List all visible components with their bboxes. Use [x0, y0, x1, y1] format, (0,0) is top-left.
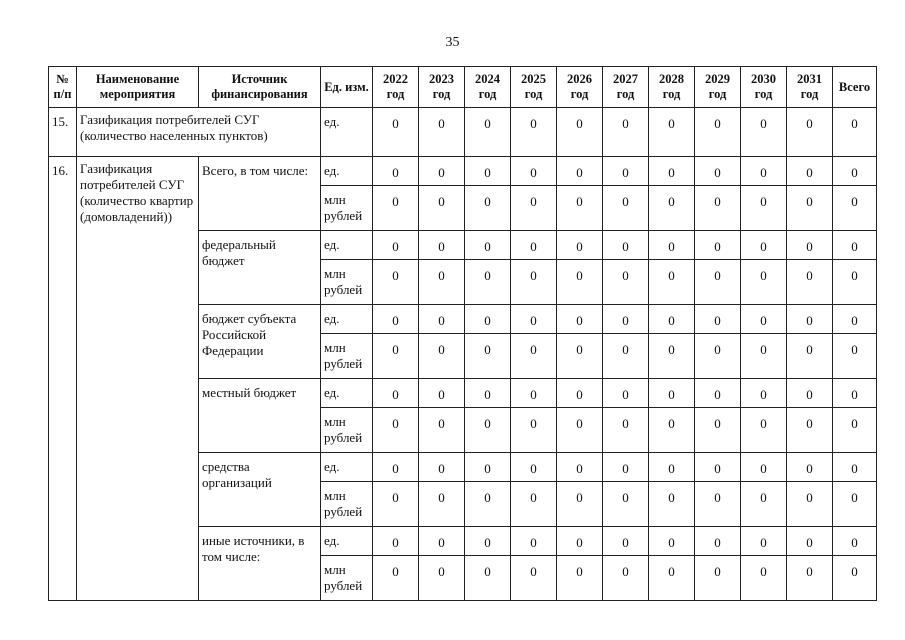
- header-year: 2028 год: [649, 67, 695, 108]
- value-cell: 0: [741, 379, 787, 408]
- unit-cell: млн рублей: [321, 334, 373, 379]
- value-cell: 0: [373, 408, 419, 453]
- value-cell: 0: [603, 108, 649, 157]
- value-cell: 0: [465, 186, 511, 231]
- value-cell: 0: [787, 556, 833, 601]
- value-cell: 0: [419, 556, 465, 601]
- value-cell: 0: [741, 408, 787, 453]
- value-cell: 0: [557, 260, 603, 305]
- value-cell: 0: [603, 379, 649, 408]
- value-cell: 0: [741, 305, 787, 334]
- value-cell: 0: [695, 157, 741, 186]
- header-num: № п/п: [49, 67, 77, 108]
- value-cell: 0: [603, 527, 649, 556]
- funding-source: федеральный бюджет: [199, 231, 321, 305]
- value-cell: 0: [373, 527, 419, 556]
- unit-cell: млн рублей: [321, 408, 373, 453]
- value-cell: 0: [695, 334, 741, 379]
- value-cell: 0: [419, 108, 465, 157]
- value-cell: 0: [373, 157, 419, 186]
- value-cell: 0: [649, 186, 695, 231]
- header-year: 2026 год: [557, 67, 603, 108]
- value-cell: 0: [557, 482, 603, 527]
- unit-cell: ед.: [321, 108, 373, 157]
- activity-name: Газификация потребителей СУГ (количество населенных пунктов): [77, 108, 321, 157]
- value-cell: 0: [557, 186, 603, 231]
- value-cell: 0: [465, 260, 511, 305]
- value-cell: 0: [557, 334, 603, 379]
- page-number: 35: [445, 35, 460, 50]
- value-cell: 0: [695, 260, 741, 305]
- funding-source: средства организаций: [199, 453, 321, 527]
- value-cell: 0: [695, 231, 741, 260]
- value-cell: 0: [465, 305, 511, 334]
- value-cell: 0: [833, 453, 877, 482]
- value-cell: 0: [741, 157, 787, 186]
- value-cell: 0: [741, 482, 787, 527]
- value-cell: 0: [833, 108, 877, 157]
- value-cell: 0: [603, 260, 649, 305]
- value-cell: 0: [465, 482, 511, 527]
- value-cell: 0: [419, 482, 465, 527]
- value-cell: 0: [373, 379, 419, 408]
- value-cell: 0: [603, 453, 649, 482]
- value-cell: 0: [649, 157, 695, 186]
- unit-cell: ед.: [321, 527, 373, 556]
- header-name: Наименование мероприятия: [77, 67, 199, 108]
- value-cell: 0: [649, 231, 695, 260]
- value-cell: 0: [833, 408, 877, 453]
- value-cell: 0: [557, 408, 603, 453]
- value-cell: 0: [787, 527, 833, 556]
- value-cell: 0: [465, 527, 511, 556]
- value-cell: 0: [465, 157, 511, 186]
- value-cell: 0: [511, 408, 557, 453]
- value-cell: 0: [557, 453, 603, 482]
- activity-name: Газификация потребителей СУГ (количество квартир (домовладений)): [77, 157, 199, 601]
- value-cell: 0: [741, 108, 787, 157]
- value-cell: 0: [557, 527, 603, 556]
- value-cell: 0: [419, 186, 465, 231]
- value-cell: 0: [695, 305, 741, 334]
- value-cell: 0: [419, 305, 465, 334]
- value-cell: 0: [833, 260, 877, 305]
- header-year: 2030 год: [741, 67, 787, 108]
- header-year: 2024 год: [465, 67, 511, 108]
- value-cell: 0: [511, 260, 557, 305]
- header-source: Источник финансирования: [199, 67, 321, 108]
- value-cell: 0: [787, 453, 833, 482]
- value-cell: 0: [787, 231, 833, 260]
- value-cell: 0: [649, 408, 695, 453]
- value-cell: 0: [465, 556, 511, 601]
- value-cell: 0: [741, 453, 787, 482]
- header-row: [49, 67, 877, 108]
- header-year: 2022 год: [373, 67, 419, 108]
- value-cell: 0: [373, 231, 419, 260]
- funding-source: местный бюджет: [199, 379, 321, 453]
- value-cell: 0: [603, 408, 649, 453]
- value-cell: 0: [787, 186, 833, 231]
- value-cell: 0: [373, 334, 419, 379]
- value-cell: 0: [649, 305, 695, 334]
- value-cell: 0: [695, 556, 741, 601]
- value-cell: 0: [373, 453, 419, 482]
- header-year: 2025 год: [511, 67, 557, 108]
- value-cell: 0: [695, 482, 741, 527]
- value-cell: 0: [603, 157, 649, 186]
- value-cell: 0: [695, 453, 741, 482]
- value-cell: 0: [695, 527, 741, 556]
- header-year: 2029 год: [695, 67, 741, 108]
- value-cell: 0: [695, 408, 741, 453]
- value-cell: 0: [603, 482, 649, 527]
- value-cell: 0: [511, 482, 557, 527]
- value-cell: 0: [465, 379, 511, 408]
- value-cell: 0: [373, 556, 419, 601]
- value-cell: 0: [419, 260, 465, 305]
- header-total: Всего: [833, 67, 877, 108]
- value-cell: 0: [465, 231, 511, 260]
- unit-cell: млн рублей: [321, 186, 373, 231]
- value-cell: 0: [649, 527, 695, 556]
- funding-source: иные источники, в том числе:: [199, 527, 321, 601]
- value-cell: 0: [741, 334, 787, 379]
- funding-source: бюджет субъекта Российской Федерации: [199, 305, 321, 379]
- value-cell: 0: [741, 556, 787, 601]
- header-year: 2027 год: [603, 67, 649, 108]
- value-cell: 0: [741, 527, 787, 556]
- value-cell: 0: [649, 379, 695, 408]
- value-cell: 0: [419, 379, 465, 408]
- value-cell: 0: [511, 379, 557, 408]
- value-cell: 0: [649, 482, 695, 527]
- value-cell: 0: [833, 556, 877, 601]
- value-cell: 0: [649, 453, 695, 482]
- value-cell: 0: [787, 408, 833, 453]
- value-cell: 0: [649, 556, 695, 601]
- value-cell: 0: [603, 305, 649, 334]
- value-cell: 0: [557, 108, 603, 157]
- financing-table: [48, 66, 877, 601]
- header-year: 2031 год: [787, 67, 833, 108]
- unit-cell: млн рублей: [321, 556, 373, 601]
- value-cell: 0: [511, 157, 557, 186]
- unit-cell: ед.: [321, 379, 373, 408]
- value-cell: 0: [511, 231, 557, 260]
- value-cell: 0: [833, 231, 877, 260]
- value-cell: 0: [557, 556, 603, 601]
- value-cell: 0: [511, 108, 557, 157]
- value-cell: 0: [373, 260, 419, 305]
- value-cell: 0: [373, 305, 419, 334]
- value-cell: 0: [511, 186, 557, 231]
- value-cell: 0: [833, 482, 877, 527]
- value-cell: 0: [649, 108, 695, 157]
- value-cell: 0: [419, 334, 465, 379]
- value-cell: 0: [695, 379, 741, 408]
- value-cell: 0: [741, 260, 787, 305]
- value-cell: 0: [557, 305, 603, 334]
- value-cell: 0: [833, 379, 877, 408]
- value-cell: 0: [603, 231, 649, 260]
- unit-cell: млн рублей: [321, 482, 373, 527]
- value-cell: 0: [787, 305, 833, 334]
- value-cell: 0: [465, 334, 511, 379]
- value-cell: 0: [419, 408, 465, 453]
- value-cell: 0: [603, 334, 649, 379]
- value-cell: 0: [833, 334, 877, 379]
- unit-cell: ед.: [321, 231, 373, 260]
- value-cell: 0: [833, 527, 877, 556]
- value-cell: 0: [649, 334, 695, 379]
- table-row-15: [49, 108, 877, 157]
- unit-cell: ед.: [321, 453, 373, 482]
- value-cell: 0: [373, 482, 419, 527]
- value-cell: 0: [833, 157, 877, 186]
- table-row: [49, 157, 877, 186]
- value-cell: 0: [603, 556, 649, 601]
- value-cell: 0: [419, 157, 465, 186]
- value-cell: 0: [695, 108, 741, 157]
- value-cell: 0: [787, 379, 833, 408]
- value-cell: 0: [787, 260, 833, 305]
- funding-source: Всего, в том числе:: [199, 157, 321, 231]
- value-cell: 0: [557, 231, 603, 260]
- value-cell: 0: [511, 305, 557, 334]
- value-cell: 0: [511, 527, 557, 556]
- value-cell: 0: [511, 556, 557, 601]
- value-cell: 0: [787, 157, 833, 186]
- value-cell: 0: [787, 482, 833, 527]
- value-cell: 0: [787, 334, 833, 379]
- value-cell: 0: [741, 186, 787, 231]
- row-number: 16.: [49, 157, 77, 601]
- value-cell: 0: [557, 157, 603, 186]
- unit-cell: ед.: [321, 157, 373, 186]
- row-number: 15.: [49, 108, 77, 157]
- header-unit: Ед. изм.: [321, 67, 373, 108]
- value-cell: 0: [787, 108, 833, 157]
- header-year: 2023 год: [419, 67, 465, 108]
- value-cell: 0: [419, 453, 465, 482]
- value-cell: 0: [741, 231, 787, 260]
- value-cell: 0: [373, 186, 419, 231]
- value-cell: 0: [603, 186, 649, 231]
- unit-cell: ед.: [321, 305, 373, 334]
- unit-cell: млн рублей: [321, 260, 373, 305]
- value-cell: 0: [833, 186, 877, 231]
- value-cell: 0: [465, 453, 511, 482]
- value-cell: 0: [373, 108, 419, 157]
- value-cell: 0: [419, 527, 465, 556]
- value-cell: 0: [465, 108, 511, 157]
- value-cell: 0: [465, 408, 511, 453]
- value-cell: 0: [695, 186, 741, 231]
- value-cell: 0: [511, 334, 557, 379]
- value-cell: 0: [649, 260, 695, 305]
- value-cell: 0: [511, 453, 557, 482]
- value-cell: 0: [833, 305, 877, 334]
- value-cell: 0: [557, 379, 603, 408]
- value-cell: 0: [419, 231, 465, 260]
